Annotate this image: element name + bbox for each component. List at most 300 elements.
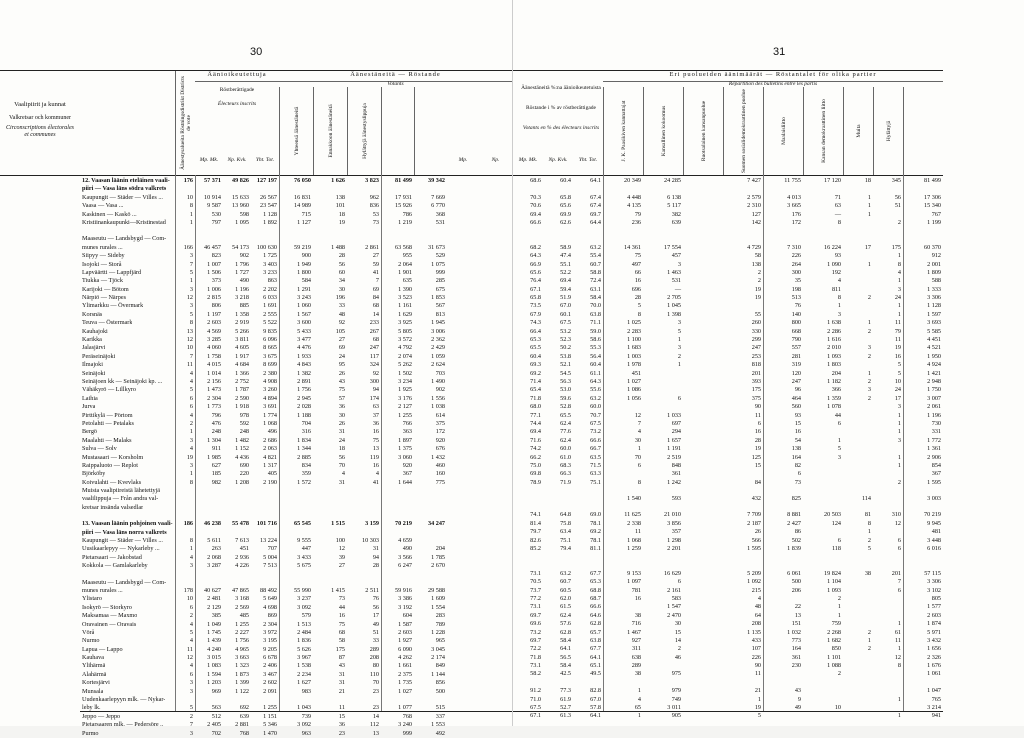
- row-cell: 201: [751, 369, 761, 377]
- row-cell: 2 286: [827, 327, 841, 335]
- row-cell: 2: [189, 419, 193, 427]
- table-row: [80, 621, 512, 629]
- row-cell: 247: [751, 344, 761, 352]
- row-cell: 300: [791, 268, 801, 276]
- row-cell: 2 579: [747, 193, 761, 201]
- header-electors-fr: Électeurs inscrits: [217, 101, 257, 107]
- row-cell: 10: [894, 377, 901, 385]
- table-row: [80, 470, 512, 478]
- row-cell: 54: [794, 436, 801, 444]
- row-cell: 375: [751, 394, 761, 402]
- table-row: [513, 194, 943, 202]
- row-cell: 68.2: [530, 243, 541, 251]
- row-cell: 28: [754, 436, 761, 444]
- row-name: Ylistaro: [82, 595, 102, 603]
- row-cell: 253: [751, 352, 761, 360]
- row-cell: 15 926: [394, 202, 412, 210]
- row-cell: 1 097: [627, 578, 641, 586]
- row-cell: 2 815: [207, 294, 221, 302]
- row-cell: 1 390: [398, 285, 412, 293]
- row-cell: 5: [897, 369, 901, 377]
- header-voted-total: [279, 87, 314, 175]
- row-cell: 983: [301, 687, 311, 695]
- row-cell: 233: [369, 319, 379, 327]
- row-name: Oravainen — Oravais: [82, 620, 137, 628]
- row-cell: 6: [897, 536, 901, 544]
- row-cell: 3 433: [297, 553, 311, 561]
- row-cell: 1 061: [927, 670, 941, 678]
- row-cell: 5: [189, 628, 193, 636]
- row-cell: 3 477: [297, 336, 311, 344]
- row-cell: 100 630: [256, 243, 277, 251]
- row-cell: 635: [402, 277, 412, 285]
- row-name: Teuva — Östermark: [82, 319, 133, 327]
- row-cell: 1 800: [297, 268, 311, 276]
- row-cell: 68.8: [590, 586, 601, 594]
- row-cell: 10: [186, 595, 193, 603]
- row-cell: 138: [335, 193, 345, 201]
- table-row: [80, 244, 512, 252]
- row-cell: 7: [189, 721, 193, 729]
- row-name: Karikka: [82, 336, 102, 344]
- row-cell: 639: [671, 218, 681, 226]
- row-name: Jurva: [82, 403, 96, 411]
- row-cell: 8: [637, 310, 641, 318]
- row-name: Isokyrö — Storkyro: [82, 603, 132, 611]
- row-cell: 39 342: [427, 177, 445, 184]
- row-cell: 68.7: [590, 594, 601, 602]
- header-col-a: [381, 87, 415, 175]
- row-cell: 178: [183, 586, 193, 594]
- row-cell: 110: [369, 670, 379, 678]
- row-cell: 2: [867, 645, 871, 653]
- row-cell: 59.6: [560, 394, 571, 402]
- header-women: Np. Kvk.: [227, 157, 247, 163]
- table-row: [513, 578, 943, 586]
- row-cell: 8 665: [263, 344, 277, 352]
- row-cell: 1: [897, 310, 901, 318]
- row-cell: 94: [372, 553, 379, 561]
- header-party-6-text: Kansan demokraattinen liitto: [821, 99, 827, 163]
- row-cell: 5 209: [747, 569, 761, 577]
- row-cell: 30: [338, 285, 345, 293]
- row-cell: 854: [931, 461, 941, 469]
- row-cell: 19: [754, 285, 761, 293]
- row-cell: 4: [637, 695, 641, 703]
- table-row: [513, 403, 943, 411]
- row-cell: 1: [637, 445, 641, 453]
- row-cell: 61.5: [560, 603, 571, 611]
- right-page: [512, 0, 1024, 726]
- row-cell: 4: [189, 637, 193, 645]
- row-cell: 260: [751, 319, 761, 327]
- row-cell: 3 811: [235, 336, 249, 344]
- row-cell: 16: [338, 612, 345, 620]
- row-cell: 300: [369, 377, 379, 385]
- row-cell: 196: [335, 294, 345, 302]
- row-cell: 76: [794, 302, 801, 310]
- row-cell: 140: [791, 310, 801, 318]
- row-cell: 2 190: [263, 478, 277, 486]
- row-cell: 1: [189, 277, 193, 285]
- row-cell: 11: [755, 670, 761, 678]
- row-cell: 38: [634, 670, 641, 678]
- row-cell: 1 873: [235, 670, 249, 678]
- row-cell: 2 470: [667, 611, 681, 619]
- row-cell: 26: [338, 419, 345, 427]
- row-cell: 67.0: [590, 695, 601, 703]
- row-cell: 1 399: [235, 679, 249, 687]
- header-party-7: [843, 87, 874, 175]
- row-cell: 1: [897, 712, 901, 720]
- row-cell: 263: [211, 545, 221, 553]
- row-cell: 2 891: [297, 377, 311, 385]
- row-name: Petolahti — Petalaks: [82, 419, 134, 427]
- row-cell: 14 361: [623, 243, 641, 251]
- row-cell: 58.8: [590, 268, 601, 276]
- row-cell: 112: [369, 721, 379, 729]
- row-cell: 5 675: [297, 562, 311, 570]
- row-cell: 4 013: [787, 193, 801, 201]
- row-cell: 1 014: [207, 369, 221, 377]
- row-cell: 704: [301, 419, 311, 427]
- row-cell: 39: [338, 553, 345, 561]
- row-cell: 3: [189, 252, 193, 260]
- row-cell: 16: [754, 428, 761, 436]
- row-cell: 6 090: [398, 645, 412, 653]
- row-cell: 1: [897, 302, 901, 310]
- row-cell: 38: [634, 611, 641, 619]
- row-cell: 8 699: [263, 361, 277, 369]
- row-cell: 248: [211, 428, 221, 436]
- row-cell: 1 092: [747, 578, 761, 586]
- row-cell: 29 588: [427, 586, 445, 594]
- row-cell: 192: [831, 268, 841, 276]
- row-cell: 4 262: [398, 654, 412, 662]
- row-cell: 64.1: [560, 645, 571, 653]
- row-name: Isojoki — Storå: [82, 260, 122, 268]
- row-cell: 1 538: [297, 662, 311, 670]
- row-cell: 5: [757, 712, 761, 720]
- row-name: Lapväärtti — Lappfjärd: [82, 268, 142, 276]
- row-cell: 3: [189, 679, 193, 687]
- row-cell: 836: [369, 202, 379, 210]
- row-cell: 1 787: [235, 386, 249, 394]
- row-cell: 16 629: [663, 569, 681, 577]
- row-cell: 16: [894, 352, 901, 360]
- table-row: [80, 403, 512, 411]
- table-row: [513, 570, 943, 578]
- row-cell: 5 611: [207, 537, 221, 545]
- row-cell: 2 948: [927, 377, 941, 385]
- row-cell: 64: [754, 611, 761, 619]
- row-cell: 1: [897, 645, 901, 653]
- row-cell: 902: [435, 386, 445, 394]
- row-name: Sulva — Solv: [82, 445, 117, 453]
- row-cell: 2 375: [398, 670, 412, 678]
- row-cell: 1: [897, 419, 901, 427]
- row-cell: 64.3: [590, 377, 601, 385]
- table-row: [513, 528, 943, 536]
- row-cell: 49: [372, 620, 379, 628]
- row-cell: 69.3: [530, 361, 541, 369]
- row-cell: 175: [891, 243, 901, 251]
- row-cell: 77.1: [530, 411, 541, 419]
- table-row: [513, 561, 943, 569]
- row-cell: 208: [369, 654, 379, 662]
- table-row: [80, 328, 512, 336]
- table-row: [513, 679, 943, 687]
- region-title-sv: Valkretsar och kommuner: [9, 115, 71, 121]
- row-cell: 485: [239, 612, 249, 620]
- row-cell: 3 285: [207, 336, 221, 344]
- row-cell: 1: [189, 218, 193, 226]
- row-cell: 1 228: [431, 628, 445, 636]
- row-cell: 60 370: [923, 243, 941, 251]
- row-cell: 3 006: [431, 327, 445, 335]
- row-cell: 58.9: [560, 243, 571, 251]
- row-cell: 1 725: [263, 252, 277, 260]
- row-cell: 2: [897, 478, 901, 486]
- table-row: [80, 370, 512, 378]
- table-row: [80, 185, 512, 193]
- row-cell: 43: [338, 662, 345, 670]
- row-cell: 36: [372, 419, 379, 427]
- row-cell: 79: [894, 327, 901, 335]
- row-cell: 204: [831, 369, 841, 377]
- row-cell: 1 490: [431, 377, 445, 385]
- row-name: Bergö: [82, 428, 98, 436]
- row-cell: 91.2: [530, 687, 541, 695]
- row-cell: 1 735: [398, 679, 412, 687]
- row-cell: 226: [791, 252, 801, 260]
- row-cell: 11: [187, 645, 193, 653]
- table-row: [80, 302, 512, 310]
- row-cell: 1: [897, 252, 901, 260]
- row-cell: 4 476: [297, 344, 311, 352]
- row-cell: 75: [338, 386, 345, 394]
- row-cell: 63: [372, 403, 379, 411]
- table-row: [513, 670, 943, 678]
- table-row: [80, 654, 512, 662]
- row-cell: 51: [372, 628, 379, 636]
- row-cell: 236: [631, 218, 641, 226]
- row-cell: 3 159: [365, 520, 379, 528]
- row-cell: 5: [637, 302, 641, 310]
- table-row: [80, 353, 512, 361]
- row-cell: 71.8: [530, 653, 541, 661]
- row-cell: 1 027: [627, 377, 641, 385]
- row-cell: 92: [338, 319, 345, 327]
- row-cell: 67.1: [530, 285, 541, 293]
- row-cell: 1 506: [207, 268, 221, 276]
- table-row: [80, 571, 512, 579]
- row-cell: 17: [894, 394, 901, 402]
- row-cell: 6: [757, 419, 761, 427]
- row-name: munes rurales ...: [82, 586, 123, 594]
- row-cell: 63.5: [590, 453, 601, 461]
- row-cell: 60.4: [590, 361, 601, 369]
- row-name: Munsala: [82, 687, 104, 695]
- row-cell: 84: [372, 294, 379, 302]
- row-cell: 1 068: [627, 536, 641, 544]
- row-cell: 6 678: [263, 654, 277, 662]
- row-cell: 65.3: [530, 336, 541, 344]
- row-name: Pietarsaari — Jakobstad: [82, 553, 142, 561]
- row-cell: 18: [864, 177, 871, 184]
- row-cell: 22: [794, 603, 801, 611]
- row-cell: 23: [338, 729, 345, 737]
- row-cell: 773: [791, 636, 801, 644]
- row-cell: 3: [837, 453, 841, 461]
- row-cell: 23: [372, 687, 379, 695]
- row-cell: 1 901: [398, 268, 412, 276]
- row-cell: 1 470: [263, 729, 277, 737]
- row-cell: 52.2: [560, 268, 571, 276]
- row-cell: 1 616: [827, 336, 841, 344]
- row-cell: 7: [637, 419, 641, 427]
- row-cell: 2 603: [398, 628, 412, 636]
- table-row: [80, 420, 512, 428]
- row-cell: 15: [794, 419, 801, 427]
- table-row: [513, 269, 943, 277]
- table-row: [80, 721, 512, 729]
- row-cell: 1: [867, 202, 871, 210]
- row-cell: 2 074: [398, 352, 412, 360]
- row-cell: 63.3: [590, 470, 601, 478]
- row-cell: 789: [435, 620, 445, 628]
- row-cell: 164: [791, 645, 801, 653]
- table-row: [513, 311, 943, 319]
- row-cell: 2 752: [235, 377, 249, 385]
- row-cell: 3 218: [235, 294, 249, 302]
- table-row: [80, 177, 512, 185]
- row-cell: 1 128: [263, 210, 277, 218]
- row-cell: 781: [631, 586, 641, 594]
- row-name: Vörå: [82, 628, 95, 636]
- row-cell: 1 317: [263, 461, 277, 469]
- row-cell: 30: [634, 436, 641, 444]
- row-cell: 67.5: [560, 319, 571, 327]
- row-cell: 13: [794, 611, 801, 619]
- row-cell: 818: [751, 361, 761, 369]
- table-row: [80, 219, 512, 227]
- row-cell: 324: [369, 361, 379, 369]
- row-cell: 64.3: [530, 252, 541, 260]
- row-cell: 367: [402, 470, 412, 478]
- row-cell: 1: [637, 712, 641, 720]
- row-cell: 74.3: [530, 319, 541, 327]
- row-cell: 4 135: [627, 202, 641, 210]
- row-cell: 869: [267, 612, 277, 620]
- row-cell: 9: [797, 695, 801, 703]
- row-cell: 31: [372, 545, 379, 553]
- row-cell: 1 375: [398, 445, 412, 453]
- header-party-6: [803, 87, 844, 175]
- row-cell: 786: [402, 210, 412, 218]
- row-cell: 1 006: [207, 285, 221, 293]
- row-cell: 373: [211, 277, 221, 285]
- row-cell: 3: [189, 687, 193, 695]
- row-cell: 3 675: [263, 352, 277, 360]
- row-cell: 27: [338, 336, 345, 344]
- row-cell: 3 665: [787, 202, 801, 210]
- row-name: Jalasjärvi: [82, 344, 106, 352]
- row-cell: 6: [637, 461, 641, 469]
- row-cell: 361: [791, 653, 801, 661]
- row-cell: 1 657: [667, 436, 681, 444]
- row-name: Uudenkaarlepyyn mlk. — Nykar-: [82, 696, 166, 704]
- row-cell: 1: [897, 453, 901, 461]
- row-cell: 285: [435, 277, 445, 285]
- row-cell: 1 577: [927, 603, 941, 611]
- row-cell: 12: [186, 336, 193, 344]
- row-cell: 4 240: [207, 645, 221, 653]
- row-cell: 49: [794, 704, 801, 712]
- row-cell: 1 950: [927, 352, 941, 360]
- row-cell: 1 467: [627, 628, 641, 636]
- row-cell: 1 191: [667, 445, 681, 453]
- row-cell: 58: [338, 637, 345, 645]
- row-cell: 696: [631, 285, 641, 293]
- row-cell: 12: [186, 654, 193, 662]
- row-cell: 63.8: [590, 310, 601, 318]
- row-cell: 30: [338, 411, 345, 419]
- row-cell: 1 152: [235, 445, 249, 453]
- row-cell: 62.6: [560, 218, 571, 226]
- row-cell: 12: [186, 294, 193, 302]
- row-cell: 66.6: [590, 603, 601, 611]
- row-cell: 2 919: [235, 319, 249, 327]
- row-name: Seinäjoen kk — Seinäjoki kp. ...: [82, 377, 163, 385]
- row-name: Karijoki — Bötom: [82, 285, 129, 293]
- row-cell: 319: [791, 361, 801, 369]
- row-cell: 2: [867, 294, 871, 302]
- row-cell: 2 161: [667, 586, 681, 594]
- row-cell: 65 545: [293, 520, 311, 528]
- row-cell: 3 260: [263, 386, 277, 394]
- row-cell: 62.8: [590, 620, 601, 628]
- row-cell: 8 881: [787, 511, 801, 519]
- row-cell: 55.6: [590, 386, 601, 394]
- row-cell: 247: [791, 377, 801, 385]
- row-cell: 8: [837, 294, 841, 302]
- row-cell: 5 522: [263, 319, 277, 327]
- row-name: Maalahti — Malaks: [82, 436, 132, 444]
- row-cell: 900: [301, 252, 311, 260]
- row-cell: 476: [211, 419, 221, 427]
- row-cell: 55.3: [590, 344, 601, 352]
- row-cell: 127: [751, 210, 761, 218]
- row-cell: 4: [837, 277, 841, 285]
- row-cell: 1 595: [747, 545, 761, 553]
- row-cell: 813: [435, 310, 445, 318]
- row-cell: 61.9: [560, 695, 571, 703]
- table-row: [513, 420, 943, 428]
- row-cell: 57.8: [590, 704, 601, 712]
- row-cell: 55: [754, 310, 761, 318]
- row-cell: 2 481: [207, 595, 221, 603]
- row-cell: 1 144: [431, 670, 445, 678]
- row-cell: 14: [674, 636, 681, 644]
- row-name: leby lk.: [82, 704, 101, 712]
- table-row: [513, 244, 943, 252]
- row-cell: 1 897: [398, 436, 412, 444]
- row-cell: 385: [211, 612, 221, 620]
- table-row: [513, 704, 943, 712]
- row-name: Kortesjärvi: [82, 679, 110, 687]
- row-cell: 3: [837, 310, 841, 318]
